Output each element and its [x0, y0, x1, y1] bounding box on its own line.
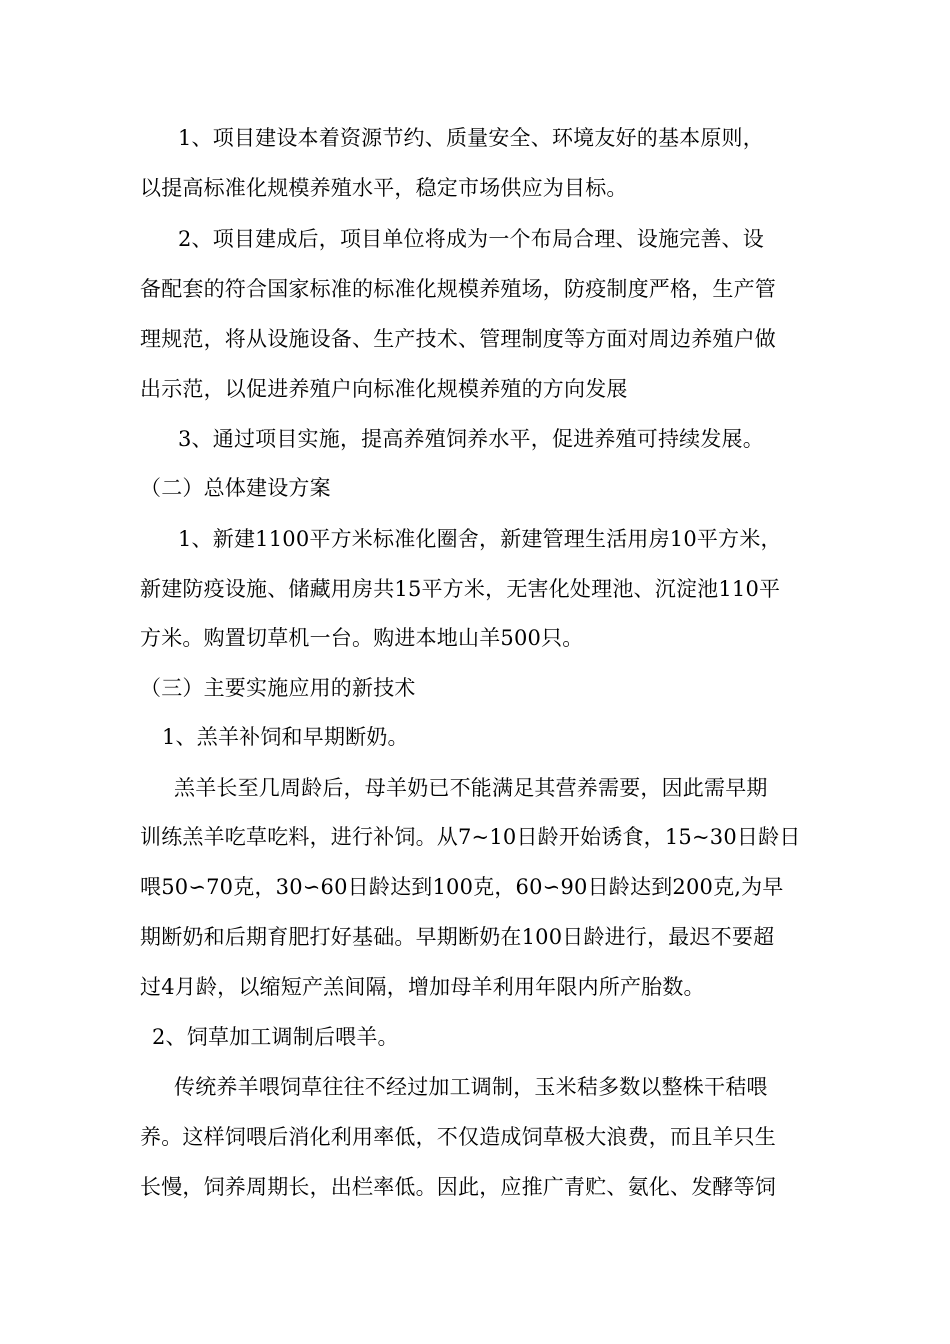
paragraph-1-line-1: 1、项目建设本着资源节约、质量安全、环境友好的基本原则， — [178, 126, 764, 150]
paragraph-4-line-1: 1、新建1100平方米标准化圈舍，新建管理生活用房10平方米， — [178, 527, 782, 551]
paragraph-5-line-2: 训练羔羊吃草吃料，进行补饲。从7~10日龄开始诱食，15~30日龄日 — [140, 825, 801, 849]
paragraph-2-line-3: 理规范，将从设施设备、生产技术、管理制度等方面对周边养殖户做 — [140, 327, 776, 351]
paragraph-2-line-1: 2、项目建成后，项目单位将成为一个布局合理、设施完善、设 — [178, 227, 764, 251]
paragraph-5-line-4: 期断奶和后期育肥打好基础。早期断奶在100日龄进行，最迟不要超 — [140, 925, 775, 949]
paragraph-2-line-4: 出示范，以促进养殖户向标准化规模养殖的方向发展 — [140, 377, 628, 401]
section-heading-3: （三）主要实施应用的新技术 — [140, 676, 416, 700]
paragraph-1-line-2: 以提高标准化规模养殖水平，稳定市场供应为目标。 — [140, 176, 628, 200]
subsection-heading-2: 2、饲草加工调制后喂羊。 — [152, 1025, 399, 1049]
paragraph-4-line-2: 新建防疫设施、储藏用房共15平方米，无害化处理池、沉淀池110平 — [140, 577, 781, 601]
paragraph-5-line-3: 喂50∽70克，30∽60日龄达到100克，60∽90日龄达到200克,为早 — [140, 875, 784, 899]
subsection-heading-1: 1、羔羊补饲和早期断奶。 — [162, 725, 409, 749]
paragraph-6-line-2: 养。这样饲喂后消化利用率低，不仅造成饲草极大浪费，而且羊只生 — [140, 1125, 776, 1149]
paragraph-4-line-3: 方米。购置切草机一台。购进本地山羊500只。 — [140, 626, 584, 650]
paragraph-6-line-3: 长慢，饲养周期长，出栏率低。因此，应推广青贮、氨化、发酵等饲 — [140, 1175, 776, 1199]
section-heading-2: （二）总体建设方案 — [140, 476, 331, 500]
paragraph-2-line-2: 备配套的符合国家标准的标准化规模养殖场，防疫制度严格，生产管 — [140, 277, 776, 301]
paragraph-5-line-1: 羔羊长至几周龄后，母羊奶已不能满足其营养需要，因此需早期 — [174, 776, 768, 800]
paragraph-3-line-1: 3、通过项目实施，提高养殖饲养水平，促进养殖可持续发展。 — [178, 427, 764, 451]
paragraph-6-line-1: 传统养羊喂饲草往往不经过加工调制，玉米秸多数以整株干秸喂 — [174, 1075, 768, 1099]
paragraph-5-line-5: 过4月龄，以缩短产羔间隔，增加母羊利用年限内所产胎数。 — [140, 975, 705, 999]
